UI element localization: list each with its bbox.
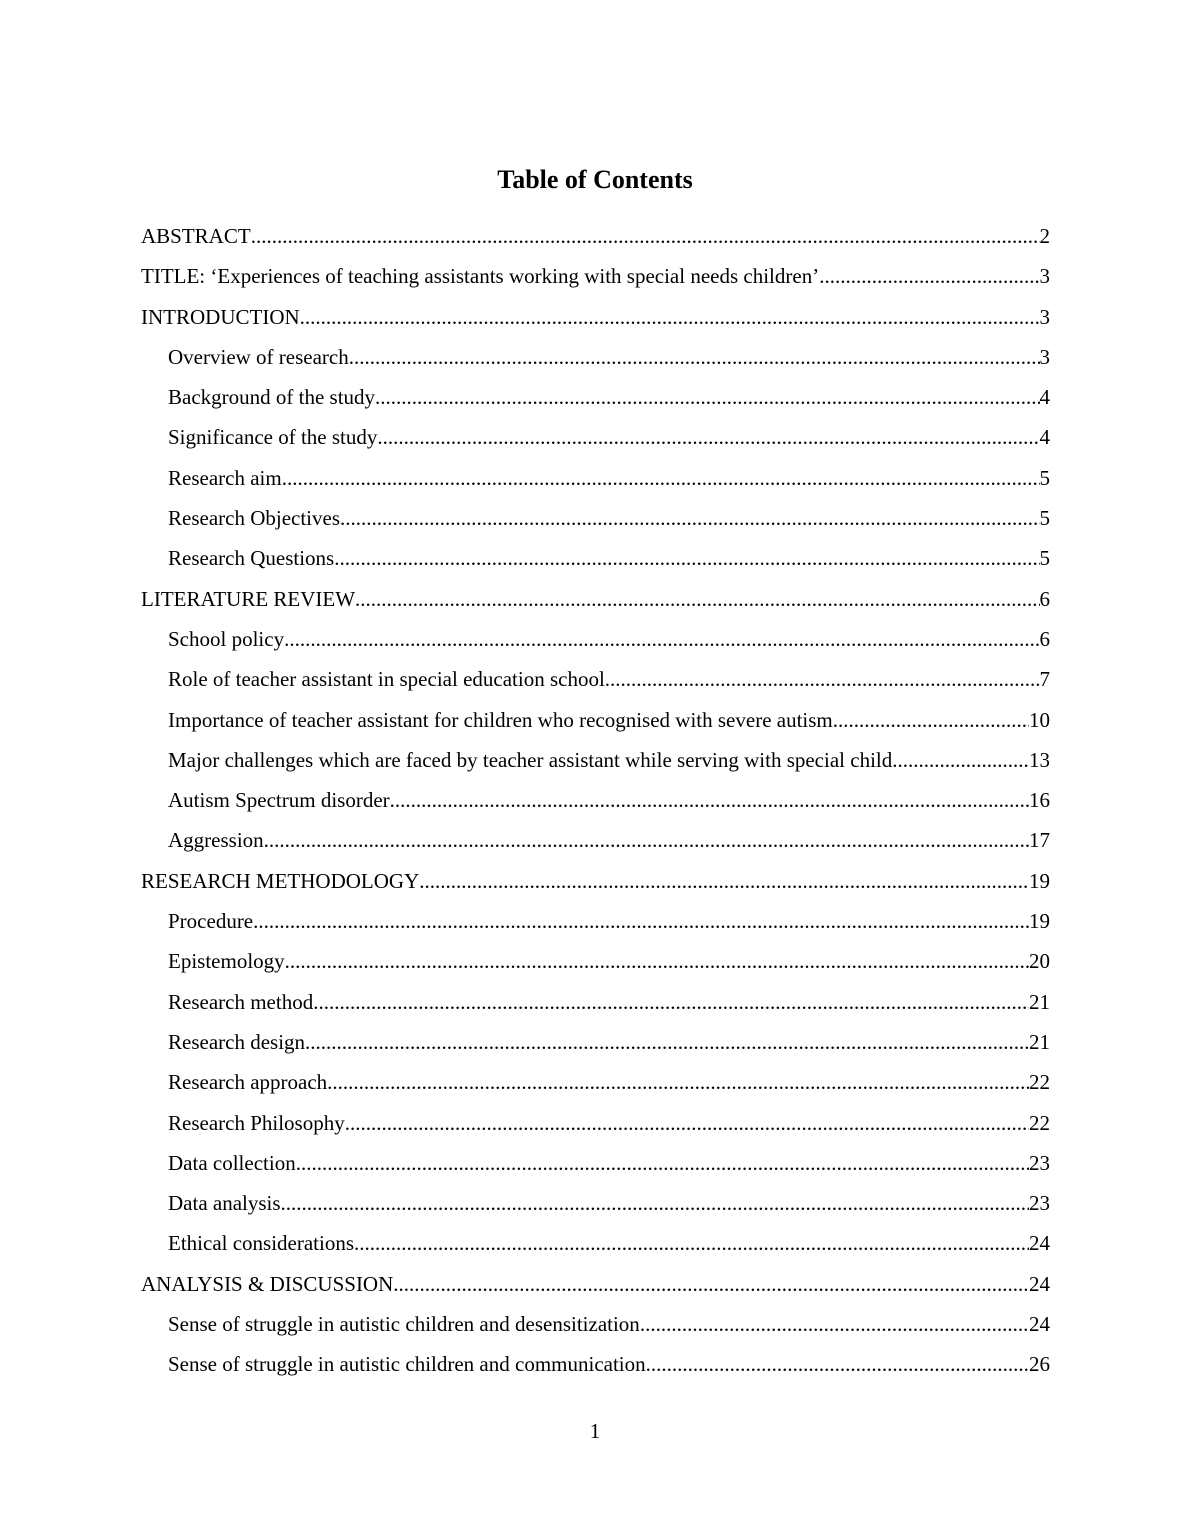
toc-entry[interactable]: [141, 1264, 1050, 1304]
toc-list: [141, 216, 1050, 1385]
toc-dot-leader: [340, 498, 1039, 538]
toc-entry-label: Role of teacher assistant in special education school: [168, 667, 605, 692]
toc-entry[interactable]: [141, 458, 1050, 498]
toc-entry-page-number: 23: [1029, 1191, 1050, 1216]
toc-dot-leader: [377, 417, 1039, 457]
toc-entry-page-number: 5: [1039, 506, 1050, 531]
toc-entry-label: Significance of the study: [168, 425, 378, 450]
toc-entry[interactable]: [141, 1143, 1050, 1183]
toc-entry-label: Overview of research: [168, 344, 349, 369]
toc-dot-leader: [354, 1223, 1029, 1263]
toc-entry-page-number: 21: [1029, 1029, 1050, 1054]
toc-entry[interactable]: [141, 861, 1050, 901]
toc-entry[interactable]: [141, 538, 1050, 578]
toc-entry[interactable]: [141, 1183, 1050, 1223]
toc-entry-label: Sense of struggle in autistic children and desensitization: [168, 1312, 640, 1337]
toc-dot-leader: [313, 982, 1029, 1022]
toc-dot-leader: [285, 941, 1029, 981]
toc-dot-leader: [646, 1344, 1029, 1384]
toc-entry-page-number: 3: [1039, 304, 1050, 329]
toc-entry-label: Research Objectives: [168, 506, 341, 531]
toc-entry-page-number: 7: [1039, 667, 1050, 692]
toc-entry-label: RESEARCH METHODOLOGY: [141, 868, 420, 893]
toc-entry[interactable]: [141, 659, 1050, 699]
toc-entry-page-number: 23: [1029, 1150, 1050, 1175]
toc-dot-leader: [264, 820, 1029, 860]
toc-entry-label: Sense of struggle in autistic children and communication: [168, 1352, 646, 1377]
toc-entry[interactable]: [141, 1022, 1050, 1062]
toc-entry[interactable]: [141, 619, 1050, 659]
toc-dot-leader: [640, 1304, 1029, 1344]
toc-entry[interactable]: [141, 1344, 1050, 1384]
toc-entry-page-number: 19: [1029, 909, 1050, 934]
toc-entry[interactable]: [141, 498, 1050, 538]
toc-entry-label: Research Philosophy: [168, 1110, 345, 1135]
toc-entry-page-number: 17: [1029, 828, 1050, 853]
toc-dot-leader: [251, 216, 1040, 256]
toc-entry-page-number: 6: [1039, 586, 1050, 611]
toc-entry[interactable]: [141, 297, 1050, 337]
toc-entry-label: Autism Spectrum disorder: [168, 788, 390, 813]
toc-entry-label: Research approach: [168, 1070, 328, 1095]
toc-entry[interactable]: [141, 982, 1050, 1022]
toc-entry[interactable]: [141, 740, 1050, 780]
toc-entry[interactable]: [141, 1304, 1050, 1344]
toc-entry-page-number: 4: [1039, 385, 1050, 410]
toc-dot-leader: [892, 740, 1029, 780]
toc-entry-page-number: 5: [1039, 546, 1050, 571]
toc-entry-label: Background of the study: [168, 385, 376, 410]
toc-entry-page-number: 3: [1039, 344, 1050, 369]
toc-title: Table of Contents: [497, 165, 693, 194]
toc-entry-page-number: 20: [1029, 949, 1050, 974]
toc-dot-leader: [305, 1022, 1029, 1062]
toc-dot-leader: [419, 861, 1029, 901]
toc-dot-leader: [296, 1143, 1029, 1183]
toc-entry-page-number: 13: [1029, 747, 1050, 772]
toc-entry-label: School policy: [168, 626, 285, 651]
toc-entry-label: Data collection: [168, 1150, 296, 1175]
toc-entry[interactable]: [141, 700, 1050, 740]
toc-entry-label: Research aim: [168, 465, 282, 490]
toc-dot-leader: [281, 1183, 1029, 1223]
toc-entry[interactable]: [141, 216, 1050, 256]
toc-entry-page-number: 4: [1039, 425, 1050, 450]
toc-entry-label: Data analysis: [168, 1191, 281, 1216]
toc-dot-leader: [393, 1264, 1029, 1304]
toc-entry-label: ABSTRACT: [141, 224, 251, 248]
toc-dot-leader: [819, 256, 1039, 296]
toc-entry-label: Epistemology: [168, 949, 285, 974]
toc-entry-page-number: 16: [1029, 788, 1050, 813]
toc-entry-page-number: 6: [1039, 626, 1050, 651]
toc-dot-leader: [282, 458, 1040, 498]
toc-entry-page-number: 10: [1029, 707, 1050, 732]
toc-entry-page-number: 19: [1029, 868, 1050, 893]
toc-entry-label: Importance of teacher assistant for children who recognised with severe autism: [168, 707, 833, 732]
toc-dot-leader: [334, 538, 1039, 578]
toc-entry-label: Aggression: [168, 828, 264, 853]
toc-entry-label: Procedure: [168, 909, 254, 934]
toc-dot-leader: [390, 780, 1029, 820]
toc-entry-page-number: 24: [1029, 1312, 1050, 1337]
toc-entry-label: TITLE: ‘Experiences of teaching assistants working with special needs children’: [141, 264, 820, 289]
toc-entry-page-number: 26: [1029, 1352, 1050, 1377]
toc-entry[interactable]: [141, 820, 1050, 860]
toc-entry[interactable]: [141, 1223, 1050, 1263]
toc-dot-leader: [284, 619, 1039, 659]
toc-entry[interactable]: [141, 579, 1050, 619]
toc-entry-label: INTRODUCTION: [141, 304, 300, 329]
toc-entry-page-number: 3: [1039, 264, 1050, 289]
toc-dot-leader: [300, 297, 1040, 337]
toc-entry[interactable]: [141, 377, 1050, 417]
toc-entry[interactable]: [141, 1062, 1050, 1102]
toc-entry-page-number: 5: [1039, 465, 1050, 490]
toc-entry-label: Ethical considerations: [168, 1231, 355, 1256]
toc-entry[interactable]: [141, 1103, 1050, 1143]
toc-entry-label: Major challenges which are faced by teacher assistant while serving with special child: [168, 747, 893, 772]
toc-entry-page-number: 24: [1029, 1231, 1050, 1256]
toc-dot-leader: [253, 901, 1029, 941]
toc-dot-leader: [345, 1103, 1029, 1143]
toc-dot-leader: [605, 659, 1040, 699]
toc-entry-page-number: 22: [1029, 1110, 1050, 1135]
toc-dot-leader: [327, 1062, 1029, 1102]
toc-entry-page-number: 21: [1029, 989, 1050, 1014]
toc-entry[interactable]: [141, 337, 1050, 377]
toc-entry-page-number: 22: [1029, 1070, 1050, 1095]
toc-dot-leader: [349, 337, 1040, 377]
toc-entry-label: Research Questions: [168, 546, 335, 571]
toc-entry-page-number: 24: [1029, 1271, 1050, 1296]
toc-dot-leader: [833, 700, 1029, 740]
page-number: 1: [589, 1419, 601, 1443]
toc-entry-label: Research method: [168, 989, 314, 1014]
toc-entry[interactable]: [141, 901, 1050, 941]
toc-entry[interactable]: [141, 780, 1050, 820]
toc-entry-label: ANALYSIS & DISCUSSION: [141, 1271, 394, 1296]
toc-dot-leader: [355, 579, 1039, 619]
toc-entry-label: LITERATURE REVIEW: [141, 586, 356, 611]
toc-entry-label: Research design: [168, 1029, 306, 1054]
toc-entry[interactable]: [141, 941, 1050, 981]
toc-entry[interactable]: [141, 417, 1050, 457]
toc-dot-leader: [375, 377, 1039, 417]
toc-entry-page-number: 2: [1039, 224, 1050, 248]
toc-entry[interactable]: [141, 256, 1050, 296]
